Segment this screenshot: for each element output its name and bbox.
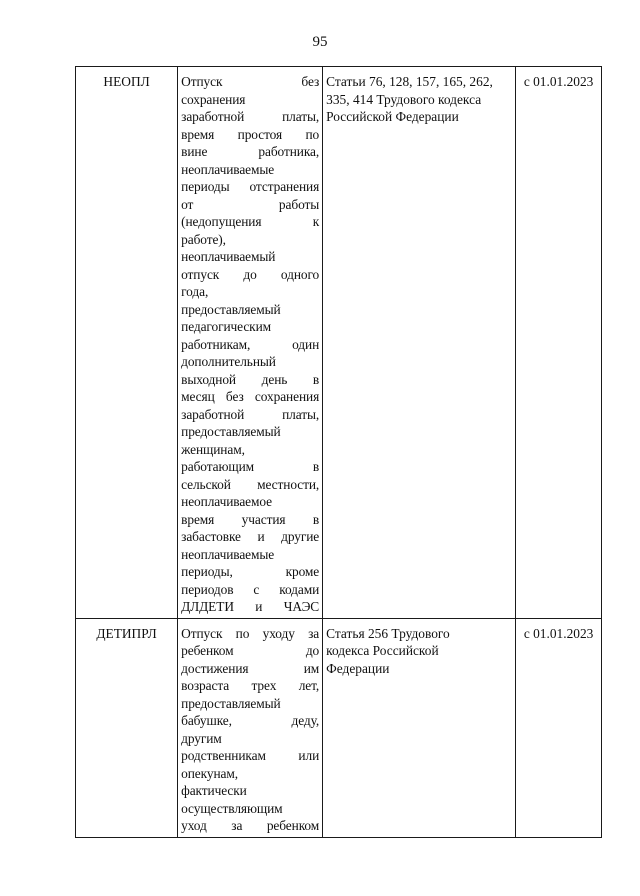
description-line: время простоя по	[181, 126, 320, 142]
description-line: предоставляемый	[181, 301, 281, 317]
description-line: (недопущения к	[181, 214, 320, 229]
basis-line: Российской Федерации	[326, 109, 459, 124]
document-table	[75, 66, 602, 838]
basis-line: Статья 256 Трудового	[326, 625, 450, 641]
basis-text	[326, 73, 512, 126]
description-text	[181, 73, 319, 616]
description-line: сельской местности,	[181, 476, 320, 492]
table-row	[76, 618, 602, 837]
description-line: педагогическим	[181, 319, 272, 334]
description-line: забастовке и другие	[181, 529, 320, 544]
page-number: 95	[312, 34, 328, 50]
description-line: предоставляемый	[181, 695, 281, 711]
description-line: от работы	[181, 196, 320, 212]
description-line: бабушке, деду,	[181, 713, 320, 728]
date-cell: с 01.01.2023	[516, 618, 602, 837]
description-line: заработной платы,	[181, 406, 320, 422]
description-line: женщинам,	[181, 441, 245, 457]
description-line: года,	[181, 284, 209, 299]
description-line: родственникам или	[181, 748, 320, 763]
description-cell	[178, 618, 323, 837]
description-line: осуществляющим	[181, 800, 283, 816]
description-line: периоды, кроме	[181, 564, 320, 579]
description-line: фактически	[181, 783, 247, 798]
code-cell: НЕОПЛ	[76, 67, 178, 619]
basis-text	[326, 625, 512, 678]
description-line: уход за ребенком	[181, 818, 320, 833]
description-line: сохранения	[181, 91, 246, 107]
description-line: возраста трех лет,	[181, 678, 320, 693]
description-line: неоплачиваемые	[181, 546, 275, 562]
basis-line: 335, 414 Трудового кодекса	[326, 91, 482, 107]
description-line: предоставляемый	[181, 424, 281, 439]
description-line: Отпуск без	[181, 74, 320, 89]
description-line: Отпуск по уходу за	[181, 625, 320, 641]
description-line: вине работника,	[181, 144, 320, 159]
description-text	[181, 625, 319, 835]
description-line: другим	[181, 730, 222, 746]
description-line: работающим в	[181, 459, 320, 474]
description-line: время участия в	[181, 511, 320, 527]
description-line: неоплачиваемые	[181, 161, 275, 177]
basis-cell	[323, 67, 516, 619]
description-line: отпуск до одного	[181, 266, 320, 282]
description-line: периоды отстранения	[181, 179, 320, 194]
description-line: достижения им	[181, 660, 320, 676]
basis-line: Федерации	[326, 660, 390, 676]
description-line: опекунам,	[181, 765, 238, 781]
description-line: ребенком до	[181, 643, 320, 658]
description-line: работе),	[181, 231, 226, 247]
description-line: ДЛДЕТИ и ЧАЭС	[181, 599, 320, 614]
date-cell: с 01.01.2023	[516, 67, 602, 619]
description-line: периодов с кодами	[181, 581, 320, 597]
description-line: работникам, один	[181, 336, 320, 352]
basis-line: кодекса Российской	[326, 643, 439, 658]
description-line: неоплачиваемое	[181, 494, 272, 509]
description-line: дополнительный	[181, 354, 276, 369]
description-line: месяц без сохранения	[181, 389, 320, 404]
description-line: выходной день в	[181, 371, 320, 387]
code-cell: ДЕТИПРЛ	[76, 618, 178, 837]
basis-cell	[323, 618, 516, 837]
table-row	[76, 67, 602, 619]
basis-line: Статьи 76, 128, 157, 165, 262,	[326, 74, 493, 89]
description-line: заработной платы,	[181, 109, 320, 124]
description-cell	[178, 67, 323, 619]
description-line: неоплачиваемый	[181, 249, 276, 264]
